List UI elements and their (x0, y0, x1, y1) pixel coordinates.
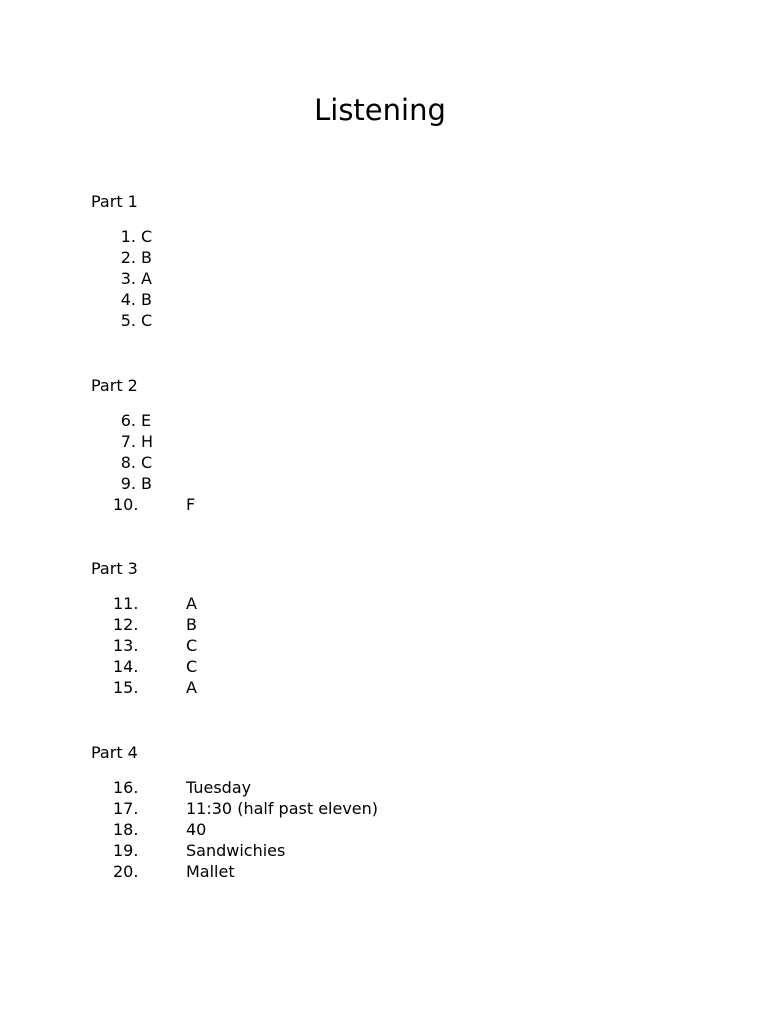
answer-value: F (186, 495, 196, 514)
answer-number: 4. (120, 290, 136, 309)
answer-number: 6. (120, 411, 136, 430)
answer-value: Tuesday (186, 778, 252, 797)
answer-value: C (186, 657, 198, 676)
answer-number: 11. (113, 594, 139, 613)
answer-value: E (141, 411, 152, 430)
answer-number: 15. (113, 678, 139, 697)
section-part-1 (91, 192, 152, 331)
answer-number: 3. (120, 269, 136, 288)
answer-value: Sandwichies (186, 841, 286, 860)
answer-item (91, 635, 198, 656)
answer-value: B (141, 474, 152, 493)
answer-item (91, 310, 152, 331)
answer-list (91, 226, 152, 331)
answer-number: 5. (120, 311, 136, 330)
section-heading: Part 2 (91, 376, 138, 395)
answer-item (91, 798, 379, 819)
answer-item (91, 431, 153, 452)
answer-item (91, 289, 152, 310)
answer-list (91, 410, 196, 515)
page-title: Listening (314, 93, 446, 127)
section-heading: Part 1 (91, 192, 138, 211)
answer-value: C (141, 227, 153, 246)
answer-item (91, 777, 252, 798)
answer-item (91, 410, 153, 431)
answer-value: A (141, 269, 152, 288)
answer-number: 2. (120, 248, 136, 267)
answer-item (91, 656, 198, 677)
answer-item (91, 268, 152, 289)
answer-list (91, 777, 379, 882)
answer-value: 40 (186, 820, 207, 839)
answer-value: B (186, 615, 197, 634)
answer-number: 14. (113, 657, 139, 676)
answer-item (91, 593, 197, 614)
answer-item (91, 452, 153, 473)
answer-item (91, 614, 197, 635)
answer-value: B (141, 290, 152, 309)
answer-item (91, 677, 197, 698)
answer-item (91, 226, 152, 247)
answer-number: 13. (113, 636, 139, 655)
answer-item (91, 494, 196, 515)
answer-value: C (186, 636, 198, 655)
answer-number: 1. (120, 227, 136, 246)
answer-value: Mallet (186, 862, 235, 881)
answer-list (91, 593, 198, 698)
answer-number: 18. (113, 820, 139, 839)
section-part-3 (91, 559, 198, 698)
answer-number: 9. (120, 474, 136, 493)
answer-item (91, 247, 152, 268)
answer-value: C (141, 453, 153, 472)
answer-value: 11:30 (half past eleven) (186, 799, 379, 818)
section-heading: Part 3 (91, 559, 138, 578)
answer-number: 10. (113, 495, 139, 514)
answer-number: 19. (113, 841, 139, 860)
answer-item (91, 840, 286, 861)
answer-value: C (141, 311, 153, 330)
answer-number: 7. (120, 432, 136, 451)
answer-number: 12. (113, 615, 139, 634)
answer-value: A (186, 594, 197, 613)
section-part-2 (91, 376, 196, 515)
answer-number: 20. (113, 862, 139, 881)
answer-item (91, 819, 207, 840)
answer-number: 8. (120, 453, 136, 472)
answer-item (91, 861, 235, 882)
answer-value: A (186, 678, 197, 697)
answer-value: B (141, 248, 152, 267)
answer-item (91, 473, 153, 494)
section-heading: Part 4 (91, 743, 138, 762)
answer-number: 16. (113, 778, 139, 797)
section-part-4 (91, 743, 379, 882)
answer-value: H (141, 432, 154, 451)
answer-number: 17. (113, 799, 139, 818)
